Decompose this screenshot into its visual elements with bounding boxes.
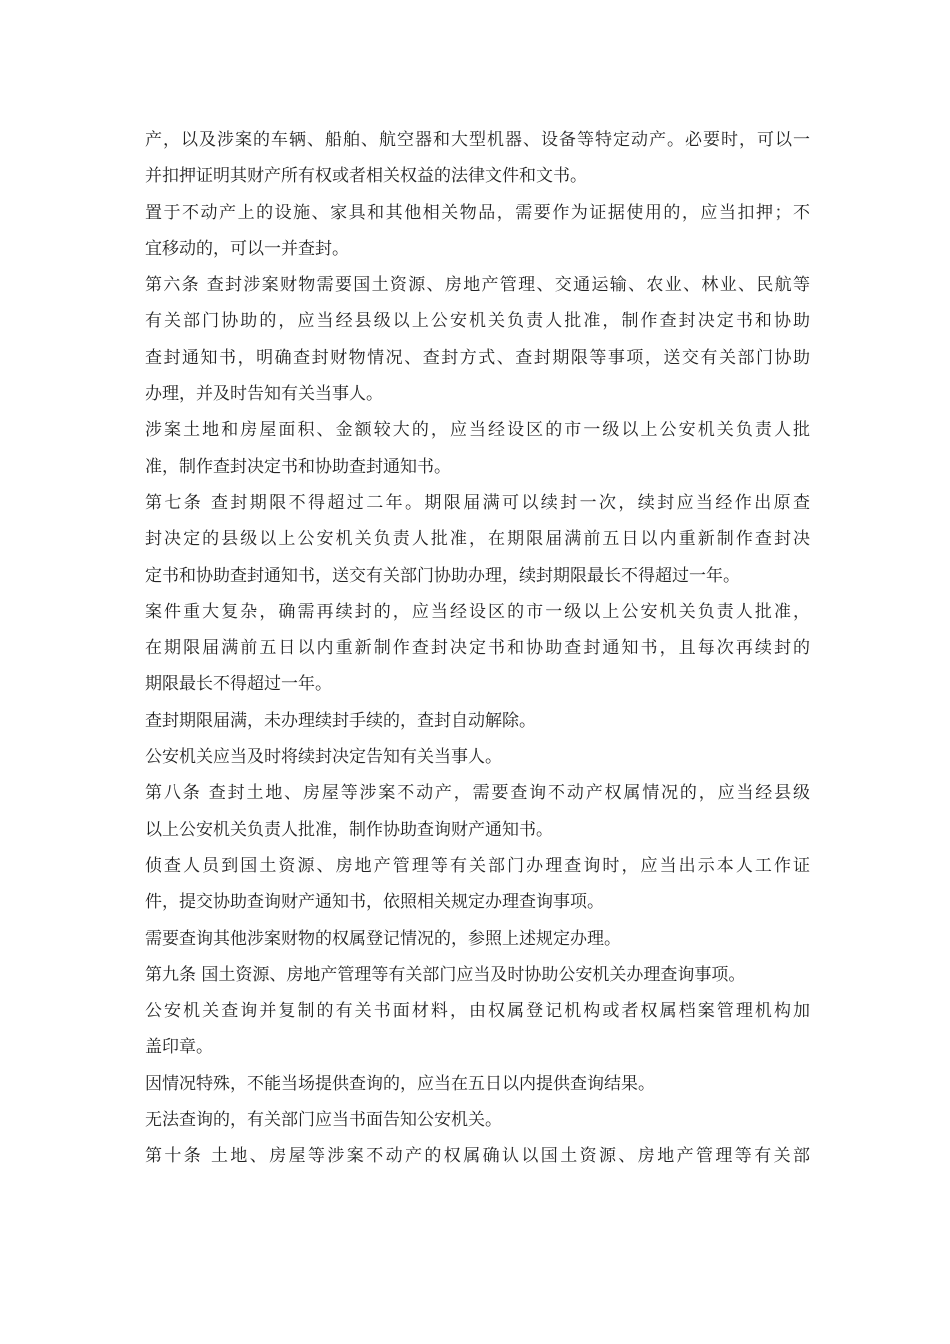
text-line: 盖印章。 [145, 1037, 213, 1058]
text-line: 公安机关应当及时将续封决定告知有关当事人。 [145, 747, 502, 768]
text-line: 办理，并及时告知有关当事人。 [145, 384, 383, 405]
text-line: 产，以及涉案的车辆、船舶、航空器和大型机器、设备等特定动产。必要时，可以一 [145, 130, 810, 150]
article-9-heading-line: 第九条 国土资源、房地产管理等有关部门应当及时协助公安机关办理查询事项。 [145, 964, 746, 985]
text-line: 置于不动产上的设施、家具和其他相关物品，需要作为证据使用的，应当扣押；不 [145, 202, 810, 223]
text-line: 件，提交协助查询财产通知书，依照相关规定办理查询事项。 [145, 892, 604, 913]
text-line: 期限最长不得超过一年。 [145, 674, 332, 695]
text-line: 宜移动的，可以一并查封。 [145, 238, 349, 259]
text-line: 案件重大复杂，确需再续封的，应当经设区的市一级以上公安机关负责人批准， [145, 601, 810, 622]
text-line: 无法查询的，有关部门应当书面告知公安机关。 [145, 1110, 502, 1131]
text-line: 以上公安机关负责人批准，制作协助查询财产通知书。 [145, 819, 553, 840]
text-line: 定书和协助查封通知书，送交有关部门协助办理，续封期限最长不得超过一年。 [145, 565, 740, 586]
text-line: 封决定的县级以上公安机关负责人批准，在期限届满前五日以内重新制作查封决 [145, 529, 810, 550]
article-10-heading-line: 第十条 土地、房屋等涉案不动产的权属确认以国土资源、房地产管理等有关部 [145, 1146, 810, 1167]
text-line: 有关部门协助的，应当经县级以上公安机关负责人批准，制作查封决定书和协助 [145, 311, 810, 332]
article-6-heading-line: 第六条 查封涉案财物需要国土资源、房地产管理、交通运输、农业、林业、民航等 [145, 275, 810, 296]
text-line: 并扣押证明其财产所有权或者相关权益的法律文件和文书。 [145, 166, 587, 187]
text-line: 因情况特殊，不能当场提供查询的，应当在五日以内提供查询结果。 [145, 1073, 655, 1094]
document-body [145, 122, 810, 1175]
text-line: 查封期限届满，未办理续封手续的，查封自动解除。 [145, 710, 536, 731]
text-line: 公安机关查询并复制的有关书面材料，由权属登记机构或者权属档案管理机构加 [145, 1001, 810, 1022]
text-line: 在期限届满前五日以内重新制作查封决定书和协助查封通知书，且每次再续封的 [145, 638, 810, 659]
text-line: 侦查人员到国土资源、房地产管理等有关部门办理查询时，应当出示本人工作证 [145, 855, 810, 876]
article-8-heading-line: 第八条 查封土地、房屋等涉案不动产，需要查询不动产权属情况的，应当经县级 [145, 783, 810, 804]
text-line: 准，制作查封决定书和协助查封通知书。 [145, 456, 451, 477]
text-line: 查封通知书，明确查封财物情况、查封方式、查封期限等事项，送交有关部门协助 [145, 347, 810, 368]
article-7-heading-line: 第七条 查封期限不得超过二年。期限届满可以续封一次，续封应当经作出原查 [145, 492, 810, 513]
text-line: 需要查询其他涉案财物的权属登记情况的，参照上述规定办理。 [145, 928, 621, 949]
text-line: 涉案土地和房屋面积、金额较大的，应当经设区的市一级以上公安机关负责人批 [145, 420, 810, 441]
